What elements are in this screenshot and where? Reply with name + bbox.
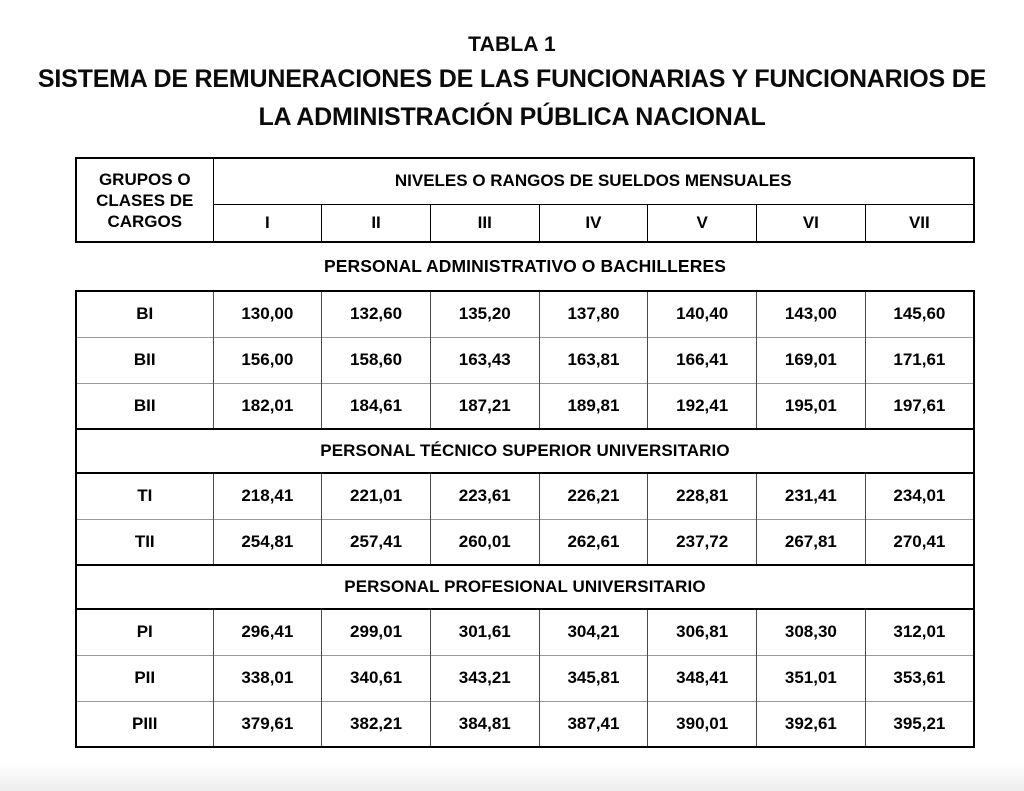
salary-value: 184,61 — [322, 383, 431, 429]
salary-value: 218,41 — [213, 473, 322, 519]
salary-value: 260,01 — [430, 519, 539, 565]
section-title: PERSONAL PROFESIONAL UNIVERSITARIO — [76, 565, 974, 609]
table-number-title: TABLA 1 — [468, 33, 556, 56]
salary-value: 231,41 — [757, 473, 866, 519]
salary-value: 351,01 — [757, 655, 866, 701]
salary-value: 137,80 — [539, 291, 648, 337]
document-title-block — [0, 0, 1024, 136]
salary-value: 228,81 — [648, 473, 757, 519]
level-column-III: III — [430, 204, 539, 242]
levels-header-cell: NIVELES O RANGOS DE SUELDOS MENSUALES — [213, 158, 974, 204]
salary-levels-header-table — [75, 157, 975, 243]
levels-header-row — [76, 158, 974, 204]
salary-value: 163,43 — [430, 337, 539, 383]
salary-value: 340,61 — [322, 655, 431, 701]
row-label: TI — [137, 486, 153, 506]
salary-value: 166,41 — [648, 337, 757, 383]
salary-value: 312,01 — [865, 609, 974, 655]
salary-value: 254,81 — [213, 519, 322, 565]
salary-value: 221,01 — [322, 473, 431, 519]
salary-value: 143,00 — [757, 291, 866, 337]
salary-value: 353,61 — [865, 655, 974, 701]
groups-classes-header-cell: GRUPOS O CLASES DE CARGOS — [76, 158, 213, 242]
salary-row-PII — [76, 655, 974, 701]
salary-value: 384,81 — [430, 701, 539, 747]
salary-value: 163,81 — [539, 337, 648, 383]
salary-value: 270,41 — [865, 519, 974, 565]
salary-row-TI — [76, 473, 974, 519]
salary-value: 135,20 — [430, 291, 539, 337]
salary-value: 226,21 — [539, 473, 648, 519]
section-title-administrativo: PERSONAL ADMINISTRATIVO O BACHILLERES — [323, 256, 726, 276]
main-title-line-1: SISTEMA DE REMUNERACIONES DE LAS FUNCIONARIAS Y FUNCIONARIOS DE — [37, 65, 987, 93]
salary-value: 304,21 — [539, 609, 648, 655]
row-label: BII — [76, 383, 213, 429]
salary-value: 169,01 — [757, 337, 866, 383]
salary-value: 301,61 — [430, 609, 539, 655]
level-column-VII: VII — [865, 204, 974, 242]
salary-value: 390,01 — [648, 701, 757, 747]
salary-row-BI — [76, 291, 974, 337]
salary-data-table — [75, 290, 975, 748]
salary-value: 156,00 — [213, 337, 322, 383]
salary-value: 195,01 — [757, 383, 866, 429]
section-header-row — [76, 429, 974, 473]
salary-value: 145,60 — [865, 291, 974, 337]
level-column-IV: IV — [539, 204, 648, 242]
section-title: PERSONAL TÉCNICO SUPERIOR UNIVERSITARIO — [76, 429, 974, 473]
section-header-row — [76, 565, 974, 609]
salary-value: 223,61 — [430, 473, 539, 519]
salary-value: 262,61 — [539, 519, 648, 565]
row-label: BI — [136, 304, 154, 324]
salary-row-BII — [76, 383, 974, 429]
salary-value: 237,72 — [648, 519, 757, 565]
salary-value: 395,21 — [865, 701, 974, 747]
salary-row-PI — [76, 609, 974, 655]
salary-value: 379,61 — [213, 701, 322, 747]
salary-value: 308,30 — [757, 609, 866, 655]
page-bottom-shading — [0, 763, 1024, 791]
salary-value: 343,21 — [430, 655, 539, 701]
salary-value: 348,41 — [648, 655, 757, 701]
salary-value: 382,21 — [322, 701, 431, 747]
row-label: PII — [76, 655, 213, 701]
salary-value: 197,61 — [865, 383, 974, 429]
salary-value: 140,40 — [648, 291, 757, 337]
salary-value: 192,41 — [648, 383, 757, 429]
level-column-VI: VI — [757, 204, 866, 242]
salary-value: 182,01 — [213, 383, 322, 429]
salary-value: 257,41 — [322, 519, 431, 565]
salary-value: 171,61 — [865, 337, 974, 383]
salary-value: 158,60 — [322, 337, 431, 383]
main-title-line-2: LA ADMINISTRACIÓN PÚBLICA NACIONAL — [258, 103, 766, 131]
salary-value: 345,81 — [539, 655, 648, 701]
salary-row-BII — [76, 337, 974, 383]
salary-value: 234,01 — [865, 473, 974, 519]
salary-value: 187,21 — [430, 383, 539, 429]
salary-value: 189,81 — [539, 383, 648, 429]
salary-value: 387,41 — [539, 701, 648, 747]
salary-value: 130,00 — [213, 291, 322, 337]
salary-row-PIII — [76, 701, 974, 747]
salary-value: 392,61 — [757, 701, 866, 747]
salary-row-TII — [76, 519, 974, 565]
salary-value: 132,60 — [322, 291, 431, 337]
salary-value: 306,81 — [648, 609, 757, 655]
level-column-V: V — [648, 204, 757, 242]
level-column-II: II — [322, 204, 431, 242]
salary-value: 267,81 — [757, 519, 866, 565]
row-label: PI — [136, 622, 153, 642]
row-label: TII — [76, 519, 213, 565]
salary-value: 296,41 — [213, 609, 322, 655]
level-column-I: I — [213, 204, 322, 242]
salary-value: 338,01 — [213, 655, 322, 701]
row-label: BII — [76, 337, 213, 383]
row-label: PIII — [76, 701, 213, 747]
salary-value: 299,01 — [322, 609, 431, 655]
